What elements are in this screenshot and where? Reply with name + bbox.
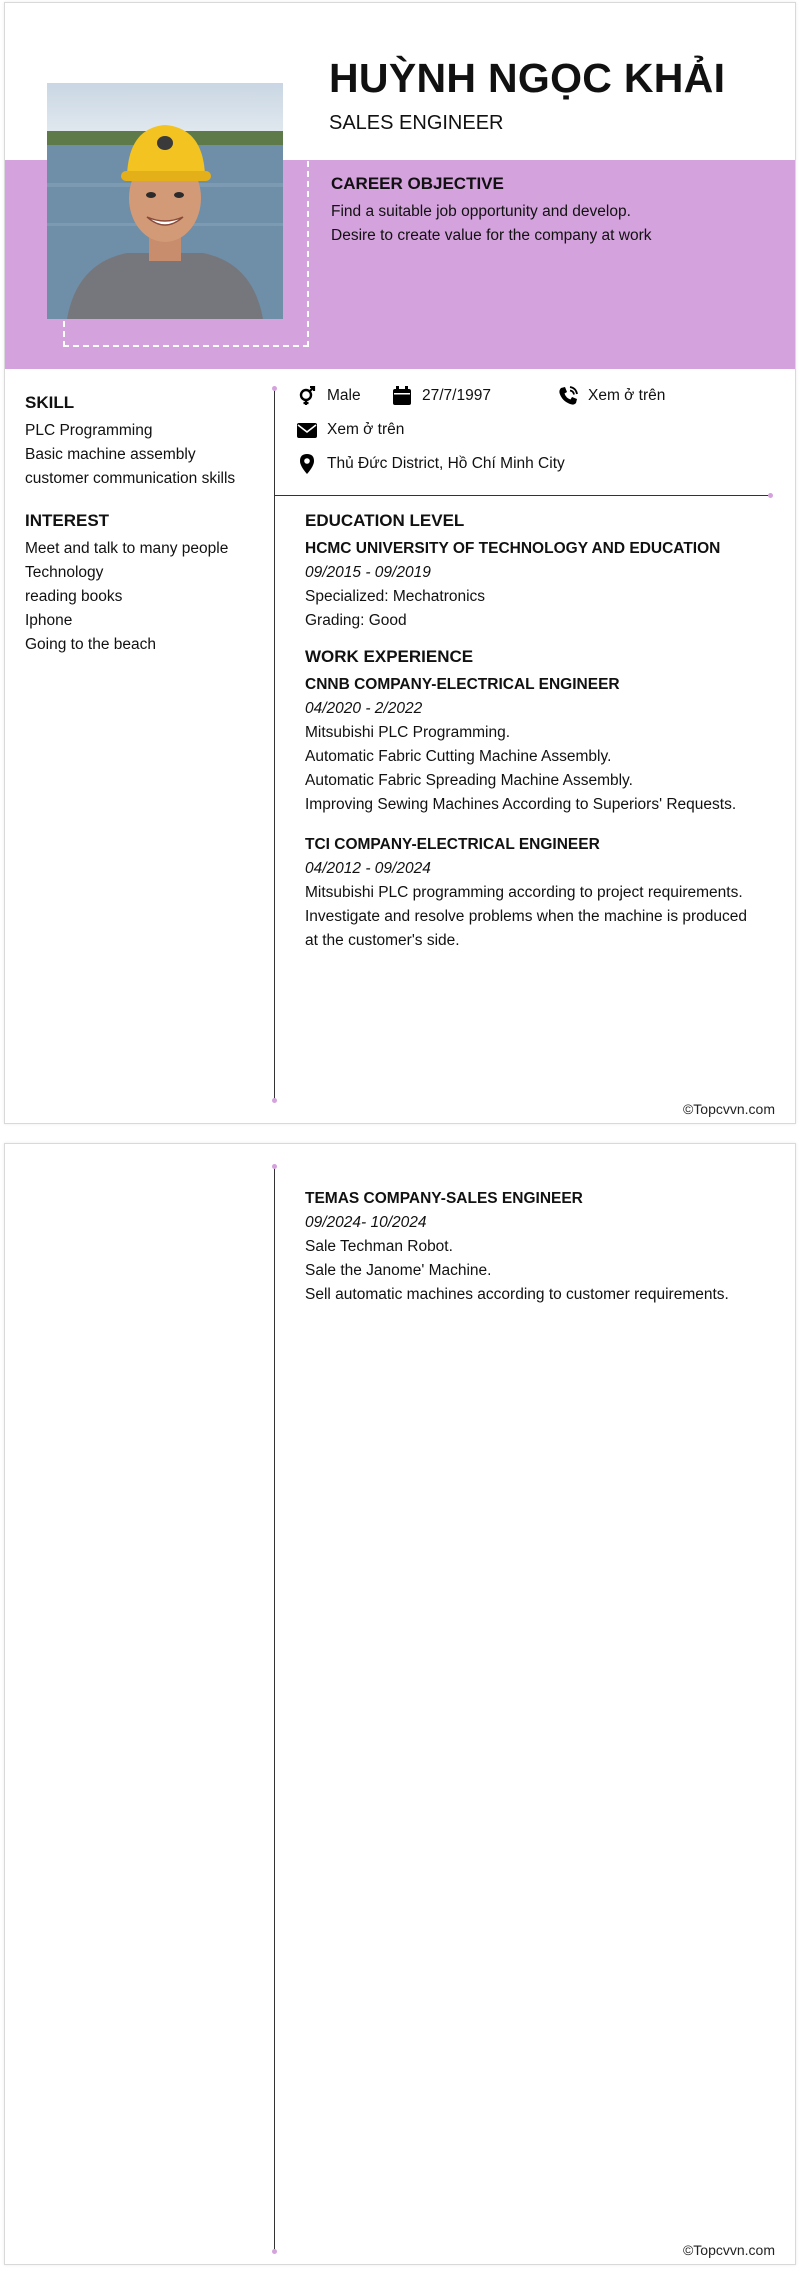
footer-credit: ©Topcvvn.com [682,2242,775,2258]
education-school: HCMC UNIVERSITY OF TECHNOLOGY AND EDUCATION [305,540,721,557]
work-entry-line: Mitsubishi PLC programming according to project requirements. [305,884,743,901]
education-date: 09/2015 - 09/2019 [305,564,431,581]
contact-divider-dot [768,493,773,498]
work-entry-date: 04/2012 - 09/2024 [305,860,431,877]
gender-info [297,386,361,406]
education-title: EDUCATION LEVEL [305,511,465,530]
work-entry-line: Automatic Fabric Spreading Machine Assembly. [305,772,633,789]
objective-line: Desire to create value for the company at work [331,227,652,244]
work-entry-line: at the customer's side. [305,932,460,949]
work-experience-section [305,647,775,953]
interest-section [25,511,275,657]
interest-item: Going to the beach [25,636,156,653]
address-value: Thủ Đức District, Hồ Chí Minh City [327,455,565,472]
profile-photo [47,83,283,319]
cv-page-2 [4,1143,796,2265]
birthday-value: 27/7/1997 [422,387,491,404]
phone-info [558,386,665,406]
skill-title: SKILL [25,393,75,412]
cv-page-1 [4,2,796,1124]
career-objective-title: CAREER OBJECTIVE [331,174,504,193]
calendar-icon [392,386,412,406]
work-entry-line: Mitsubishi PLC Programming. [305,724,511,741]
work-entry-date: 04/2020 - 2/2022 [305,700,423,717]
right-column [305,1187,775,1323]
contact-divider [274,495,770,496]
work-entry-line: Improving Sewing Machines According to Superiors' Requests. [305,796,737,813]
education-detail: Specialized: Mechatronics [305,588,486,605]
work-entry [305,1187,775,1307]
skill-item: PLC Programming [25,422,153,439]
work-entry-line: Automatic Fabric Cutting Machine Assembly. [305,748,612,765]
interest-item: Iphone [25,612,73,629]
birthday-info [392,386,491,406]
left-column [25,393,275,677]
work-entry [305,673,775,817]
right-column [305,511,775,969]
candidate-job-title: SALES ENGINEER [329,112,504,134]
email-info [297,420,404,440]
work-entry [305,833,775,953]
email-value: Xem ở trên [327,421,405,438]
work-entry-title: TEMAS COMPANY-SALES ENGINEER [305,1190,583,1207]
skill-item: customer communication skills [25,470,236,487]
work-entry-title: CNNB COMPANY-ELECTRICAL ENGINEER [305,676,620,693]
gender-value: Male [327,387,361,404]
timeline-divider [274,1166,275,2251]
career-objective-section [331,174,771,248]
address-info [297,454,565,474]
phone-icon [558,386,578,406]
gender-icon [297,386,317,406]
objective-line: Find a suitable job opportunity and develop. [331,203,631,220]
work-entry-date: 09/2024- 10/2024 [305,1214,427,1231]
skill-item: Basic machine assembly [25,446,196,463]
email-icon [297,420,317,440]
phone-value: Xem ở trên [588,387,666,404]
work-experience-title: WORK EXPERIENCE [305,647,474,666]
work-entry-line: Investigate and resolve problems when the machine is produced [305,908,748,925]
interest-title: INTEREST [25,511,110,530]
work-entry-title: TCI COMPANY-ELECTRICAL ENGINEER [305,836,600,853]
work-entry-line: Sale Techman Robot. [305,1238,453,1255]
timeline-dot-bottom [272,1098,277,1103]
timeline-dot-top [272,1164,277,1169]
interest-item: Technology [25,564,104,581]
education-section [305,511,775,633]
timeline-dot-bottom [272,2249,277,2254]
work-entry-line: Sale the Janome' Machine. [305,1262,492,1279]
education-detail: Grading: Good [305,612,407,629]
interest-item: reading books [25,588,123,605]
skill-section [25,393,275,491]
location-icon [297,454,317,474]
footer-credit: ©Topcvvn.com [682,1101,775,1117]
candidate-name: HUỲNH NGỌC KHẢI [329,55,726,101]
timeline-dot-top [272,386,277,391]
interest-item: Meet and talk to many people [25,540,229,557]
work-entry-line: Sell automatic machines according to customer requirements. [305,1286,729,1303]
